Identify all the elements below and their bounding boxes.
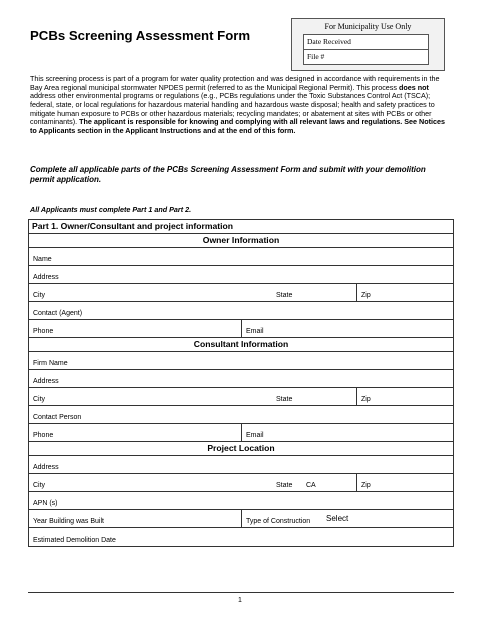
- intro-paragraph: This screening process is part of a program for water quality protection and was designed in accordance with requirements in the Bay Area regional municipal stormwater NPDES permit (referred to as the Municipal Regional Permit). This process does not address other environmental programs or regulations (e.g., PCBs regulations under the Toxic Substances Control Act (TSCA); federal, state, or local regulations for hazardous material handling and hazardous waste disposal; health and safety practices to mitigate human exposure to PCBs or other hazardous materials; recycling mandates; or abatement at sites with PCBs or other contaminants). The applicant is responsible for knowing and complying with all relevant laws and regulations. See Notices to Applicants section in the Applicant Instructions and at the end of this form.: [30, 74, 445, 135]
- owner-email-field[interactable]: Email: [241, 320, 453, 337]
- owner-contact-field[interactable]: Contact (Agent): [29, 302, 453, 320]
- municipality-box-heading: For Municipality Use Only: [324, 22, 412, 31]
- consultant-state-field[interactable]: State: [276, 396, 293, 403]
- file-number-field[interactable]: File #: [307, 52, 325, 61]
- project-apn-field[interactable]: APN (s): [29, 492, 453, 510]
- consultant-phone-field[interactable]: Phone: [33, 432, 54, 439]
- part1-form: [28, 219, 454, 547]
- consultant-phone-row: [29, 424, 453, 442]
- construction-type-field: Type of Construction Select: [241, 510, 453, 527]
- consultant-firm-field[interactable]: Firm Name: [29, 352, 453, 370]
- consultant-zip-field[interactable]: Zip: [356, 388, 453, 405]
- project-state-field[interactable]: State CA: [276, 482, 316, 489]
- project-location-heading: Project Location: [29, 442, 453, 456]
- page-number: 1: [238, 597, 242, 604]
- owner-section-heading: Owner Information: [29, 234, 453, 248]
- project-city-row: [29, 474, 453, 492]
- consultant-contact-field[interactable]: Contact Person: [29, 406, 453, 424]
- year-built-field[interactable]: Year Building was Built: [33, 518, 104, 525]
- date-received-field[interactable]: Date Received: [304, 35, 428, 50]
- municipality-use-box: [291, 18, 445, 71]
- form-title: PCBs Screening Assessment Form: [30, 28, 251, 43]
- owner-city-field[interactable]: City: [33, 292, 46, 299]
- consultant-email-field[interactable]: Email: [241, 424, 453, 441]
- submission-instructions: Complete all applicable parts of the PCBs Screening Assessment Form and submit with your demolition permit application.: [30, 165, 426, 184]
- owner-state-field[interactable]: State: [276, 292, 293, 299]
- owner-zip-field[interactable]: Zip: [356, 284, 453, 301]
- project-state-value: CA: [306, 482, 316, 489]
- construction-type-select[interactable]: Select: [326, 514, 349, 523]
- project-address-field[interactable]: Address: [29, 456, 453, 474]
- municipality-fields: [303, 34, 429, 65]
- project-city-field[interactable]: City: [33, 482, 46, 489]
- footer-divider: [28, 592, 454, 593]
- all-applicants-note: All Applicants must complete Part 1 and Part 2.: [30, 205, 192, 214]
- project-zip-field[interactable]: Zip: [356, 474, 453, 491]
- consultant-section-heading: Consultant Information: [29, 338, 453, 352]
- owner-name-field[interactable]: Name: [29, 248, 453, 266]
- owner-phone-row: [29, 320, 453, 338]
- project-year-row: [29, 510, 453, 528]
- part1-heading: Part 1. Owner/Consultant and project information: [29, 220, 453, 234]
- owner-phone-field[interactable]: Phone: [33, 328, 54, 335]
- owner-address-field[interactable]: Address: [29, 266, 453, 284]
- demolition-date-field[interactable]: Estimated Demolition Date: [33, 537, 116, 544]
- consultant-city-field[interactable]: City: [33, 396, 46, 403]
- consultant-address-field[interactable]: Address: [29, 370, 453, 388]
- consultant-city-row: [29, 388, 453, 406]
- owner-city-row: [29, 284, 453, 302]
